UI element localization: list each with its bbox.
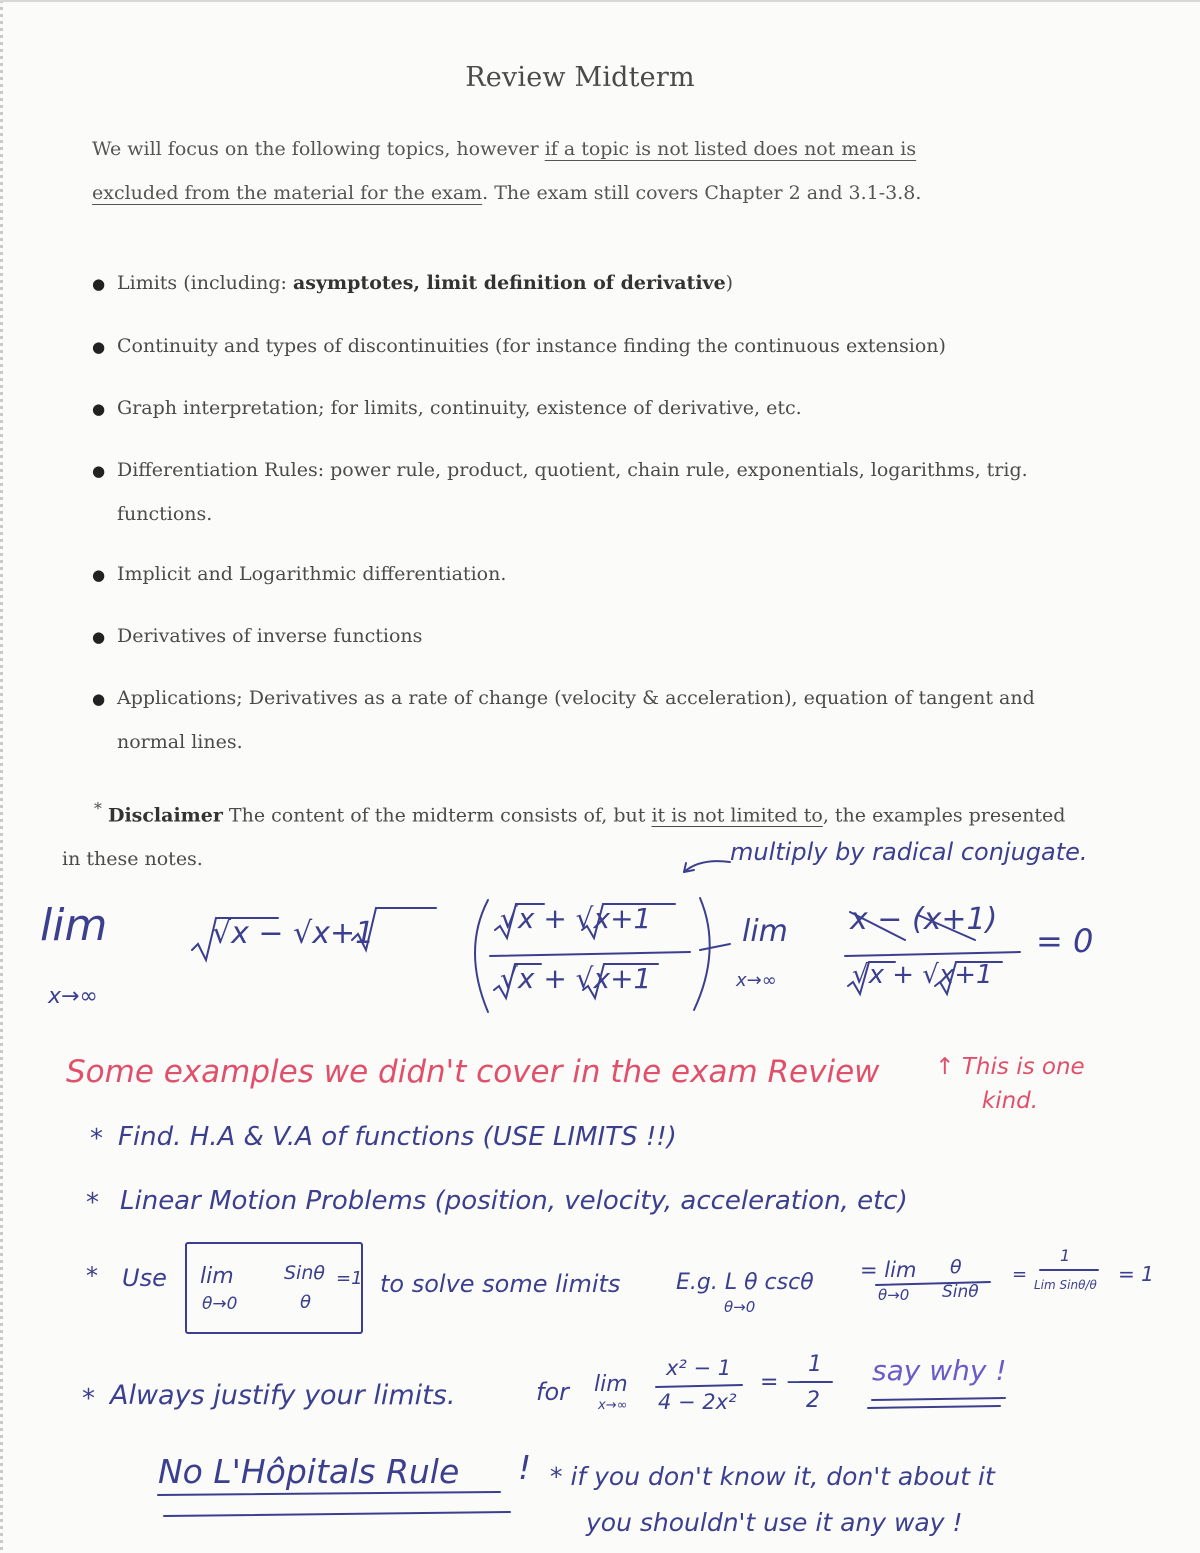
fraction-bar (656, 1382, 832, 1387)
result-eq: = − (760, 1370, 804, 1395)
box-lim: lim (200, 1264, 234, 1289)
item-sin-text: to solve some limits (380, 1270, 621, 1298)
note-conjugate: multiply by radical conjugate. (730, 838, 1088, 866)
paren-left (475, 900, 488, 1012)
frac-numerator: x² − 1 (666, 1356, 732, 1380)
item-star: * (86, 1188, 99, 1218)
item-star: * (82, 1384, 95, 1414)
simplified-numerator: x − (x+1) (850, 902, 998, 937)
item-asymptotes: Find. H.A & V.A of functions (USE LIMITS !!) (118, 1122, 677, 1152)
frac2-numerator: 1 (1060, 1246, 1071, 1265)
bullet-icon: ● (92, 462, 106, 480)
topic-continuation: normal lines. (117, 731, 243, 753)
paren-right (694, 898, 710, 1010)
conjugate-numerator: √x + √x+1 (500, 902, 652, 935)
equals-stroke (700, 944, 730, 950)
limit-lim: lim (594, 1372, 628, 1397)
topic-item: ● Applications; Derivatives as a rate of change (velocity & acceleration), equation of tangent and normal lines. (92, 677, 1102, 764)
item-for: for (536, 1378, 569, 1406)
topic-item: ● Derivatives of inverse functions (92, 615, 1102, 659)
page-title: Review Midterm (465, 62, 695, 93)
topic-item: ● Limits (including: asymptotes, limit definition of derivative) (92, 262, 1102, 306)
box-equals: =1 (336, 1268, 363, 1289)
box-denominator: θ (300, 1292, 312, 1313)
item-justify: Always justify your limits. (110, 1380, 456, 1411)
topic-item: ● Graph interpretation; for limits, continuity, existence of derivative, etc. (92, 387, 1102, 431)
topic-item: ● Differentiation Rules: power rule, product, quotient, chain rule, exponentials, logarithms, trig. functions. (92, 449, 1102, 536)
frac-denominator: 4 − 2x² (658, 1390, 737, 1414)
bullet-icon: ● (92, 275, 106, 293)
bullet-icon: ● (92, 566, 106, 584)
footnote-line-1: * if you don't know it, don't about it (550, 1462, 995, 1491)
frac1-denominator: Sinθ (942, 1282, 979, 1302)
item-star: * (86, 1262, 98, 1290)
intro-underlined-text: excluded from the material for the exam (92, 182, 483, 204)
item-linear-motion: Linear Motion Problems (position, velocity, acceleration, etc) (120, 1186, 908, 1216)
disclaimer-label: Disclaimer (107, 804, 223, 827)
fraction-bar (845, 952, 1020, 956)
example-eq1-subscript: θ→0 (878, 1286, 910, 1304)
example-eq1: = lim (860, 1258, 917, 1282)
disclaimer: * Disclaimer The content of the midterm consists of, but it is not limited to, the examples presented in these notes. (62, 799, 1066, 871)
example-eq3: = 1 (1118, 1262, 1154, 1286)
bullet-icon: ● (92, 690, 106, 708)
intro-text: . The exam still covers Chapter 2 and 3.1-3.8. (482, 182, 922, 204)
box-subscript: θ→0 (202, 1294, 238, 1314)
intro-text: We will focus on the following topics, however (92, 138, 545, 160)
footnote-line-2: you shouldn't use it any way ! (586, 1508, 963, 1537)
item-use: Use (122, 1264, 167, 1292)
frac1-numerator: θ (950, 1256, 962, 1278)
limit-expression: √x − √x+1 (212, 916, 375, 951)
limit-subscript: x→∞ (598, 1398, 628, 1413)
example-eq2: = (1012, 1264, 1028, 1285)
exclamation: ! (518, 1448, 532, 1487)
limit-subscript: x→∞ (48, 984, 98, 1009)
topic-continuation: functions. (117, 503, 213, 525)
example-subscript: θ→0 (724, 1298, 756, 1316)
limit-lim: lim (40, 900, 108, 951)
result-denominator: 2 (806, 1388, 820, 1413)
say-why: say why ! (872, 1354, 1007, 1387)
limit-subscript: x→∞ (736, 970, 777, 991)
conjugate-denominator: √x + √x+1 (500, 962, 652, 995)
bullet-icon: ● (92, 338, 106, 356)
bullet-icon: ● (92, 628, 106, 646)
topic-bold-text: asymptotes, limit definition of derivative (292, 272, 726, 294)
frac2-denominator: Lim Sinθ/θ (1034, 1278, 1097, 1292)
pink-heading: Some examples we didn't cover in the exam Review (66, 1054, 880, 1090)
example-eg: E.g. L θ cscθ (676, 1270, 814, 1295)
underline-stroke (868, 1398, 1005, 1408)
simplified-denominator: √x + √x+1 (852, 960, 993, 990)
intro-underlined-text: if a topic is not listed does not mean is (544, 138, 917, 160)
limit-result: = 0 (1036, 922, 1094, 960)
topic-item: ● Continuity and types of discontinuities (for instance finding the continuous extension) (92, 325, 1102, 369)
underline-stroke (158, 1492, 510, 1516)
pink-note: ↑ This is one kind. (935, 1054, 1085, 1114)
limit-lim: lim (742, 914, 788, 949)
topic-item: ● Implicit and Logarithmic differentiation. (92, 553, 1102, 597)
box-numerator: Sinθ (284, 1262, 326, 1284)
fraction-bar (490, 952, 690, 956)
result-numerator: 1 (808, 1352, 822, 1377)
item-star: * (90, 1124, 103, 1154)
bullet-icon: ● (92, 400, 106, 418)
no-lhopital-rule: No L'Hôpitals Rule (158, 1452, 460, 1491)
